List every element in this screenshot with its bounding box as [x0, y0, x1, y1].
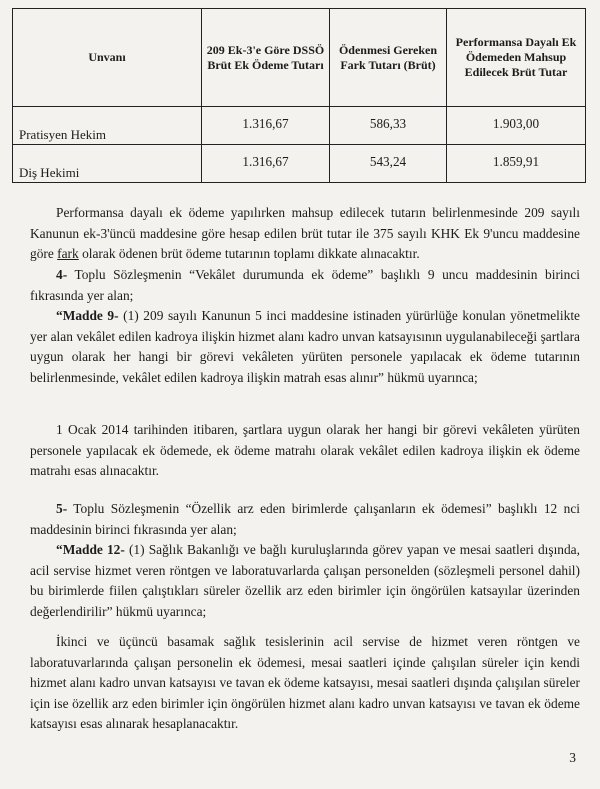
row-col2: 543,24: [330, 145, 447, 183]
underlined-word: fark: [57, 246, 79, 262]
header-col3: Performansa Dayalı Ek Ödemeden Mahsup Edilecek Brüt Tutar: [447, 9, 586, 107]
table-row: [13, 107, 586, 145]
row-col1: 1.316,67: [202, 145, 330, 183]
paragraph-ocak-2014: 1 Ocak 2014 tarihinden itibaren, şartlara uygun olarak her hangi bir görevi vekâleten yürüten personele yapılacak ek ödemede, ek ödeme matrahı olarak vekâlet edilen kadroya ilişkin ek ödeme matrahı esas alınacaktır.: [30, 422, 580, 479]
paragraph-mahsup: Performansa dayalı ek ödeme yapılırken mahsup edilecek tutarın belirlenmesinde 209 sayılı Kanunun ek-3'üncü maddesine göre hesap edilen brüt tutar ile 375 sayılı KHK Ek 9'uncu maddesine göre fark olarak ödenen brüt ödeme tutarının toplamı dikkate alınacaktır.: [30, 205, 580, 262]
item-5: 5- Toplu Sözleşmenin “Özellik arz eden birimlerde çalışanların ek ödemesi” başlıklı 12 nci maddesinin birinci fıkrasında yer alan;: [30, 501, 580, 537]
item-4: 4- Toplu Sözleşmenin “Vekâlet durumunda ek ödeme” başlıklı 9 uncu maddesinin birinci fıkrasında yer alan;: [30, 267, 580, 303]
page-number: 3: [569, 750, 576, 765]
row-title: Pratisyen Hekim: [13, 107, 202, 145]
madde-label: “Madde 12-: [56, 542, 125, 557]
madde-9-quote: “Madde 9- (1) 209 sayılı Kanunun 5 inci maddesine istinaden yürürlüğe konulan yönetmelikte yer alan vekâlet edilen kadroya ilişkin hizmet alanı kadro unvan katsayısının uygulanabileceği şartlara uygun olarak her hangi bir görevi vekâleten yürüten personele yapılacak ek ödeme tutarının belirlenmesinde, vekâlet edilen kadroya ilişkin matrah esas alınır” hükmü uyarınca;: [30, 308, 580, 385]
paragraph-acil-servis: İkinci ve üçüncü basamak sağlık tesislerinin acil servise de hizmet veren röntgen ve laboratuvarlarında çalışan personelin ek ödemesi, mesai saatleri içinde çalışılan süreler için kendi hizmet alanı kadro unvan katsayısı ve tavan ek ödeme katsayısı, mesai saatleri dışında çalışılan süreler için ise özellik arz eden birimler için öngörülen hizmet alanı kadro unvan katsayısı ve tavan ek ödeme katsayısı esas alınarak hesaplanacaktır.: [30, 634, 580, 732]
row-title: Diş Hekimi: [13, 145, 202, 183]
item-number: 5-: [56, 501, 68, 516]
item-number: 4-: [56, 267, 68, 282]
header-col2: Ödenmesi Gereken Fark Tutarı (Brüt): [330, 9, 447, 107]
table-row: [13, 145, 586, 183]
header-col1: 209 Ek-3'e Göre DSSÖ Brüt Ek Ödeme Tutarı: [202, 9, 330, 107]
row-col3: 1.859,91: [447, 145, 586, 183]
madde-label: “Madde 9-: [56, 308, 119, 323]
header-title: Unvanı: [13, 9, 202, 107]
row-col3: 1.903,00: [447, 107, 586, 145]
row-col2: 586,33: [330, 107, 447, 145]
payment-table: [12, 8, 586, 183]
madde-12-quote: “Madde 12- (1) Sağlık Bakanlığı ve bağlı kuruluşlarında görev yapan ve mesai saatleri dışında, acil servise hizmet veren röntgen ve laboratuvarlarda çalışan personelden (sözleşmeli personel dahil) bu birimlerde fiilen çalıştıkları süreler özellik arz eden birimler için öngörülen katsayılar üzerinden değerlendirilir” hükmü uyarınca;: [30, 542, 580, 619]
table-header-row: [13, 9, 586, 107]
row-col1: 1.316,67: [202, 107, 330, 145]
